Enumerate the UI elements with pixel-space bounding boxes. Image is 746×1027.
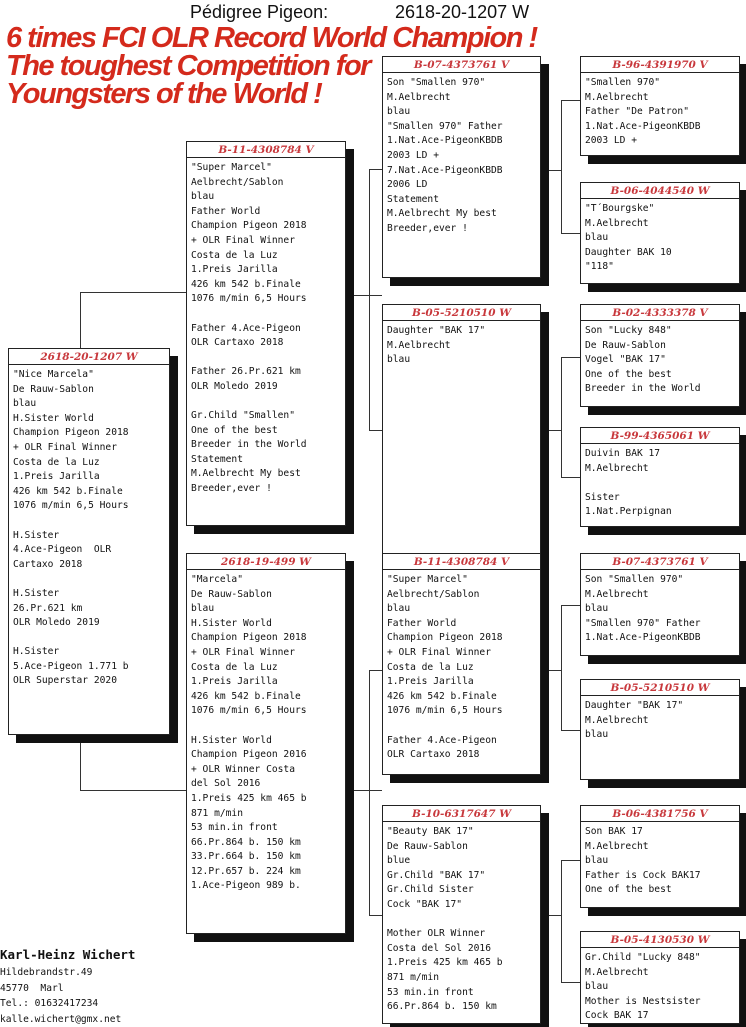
- connector-line: [561, 357, 562, 477]
- ring-number: B-05-4130530 W: [581, 934, 739, 948]
- pigeon-card-ff-father: [580, 56, 740, 156]
- pigeon-card-mm-father: [580, 805, 740, 908]
- ring-number: B-99-4365061 W: [581, 430, 739, 444]
- pigeon-details: Daughter "BAK 17" M.Aelbrecht blau: [585, 699, 735, 743]
- connector-line: [561, 477, 580, 478]
- promo-line-1: 6 times FCI OLR Record World Champion !: [6, 24, 566, 52]
- owner-name: Karl-Heinz Wichert: [0, 945, 240, 965]
- pigeon-details: Son "Smallen 970" M.Aelbrecht blau "Smallen 970" Father 1.Nat.Ace-PigeonKBDB: [585, 573, 735, 646]
- pigeon-details: Duivin BAK 17 M.Aelbrecht Sister 1.Nat.Perpignan: [585, 447, 735, 520]
- ring-number: B-05-5210510 W: [581, 682, 739, 696]
- pigeon-details: Gr.Child "Lucky 848" M.Aelbrecht blau Mother is Nestsister Cock BAK 17: [585, 951, 735, 1024]
- pigeon-details: "Marcela" De Rauw-Sablon blau H.Sister World Champion Pigeon 2018 + OLR Final Winner Costa de la Luz 1.Preis Jarilla 426 km 542 b.Finale 1076 m/min 6,5 Hours H.Sister World Champion Pigeon 2016 + OLR Winner Costa del Sol 2016 1.Preis 425 km 465 b 871 m/min 53 min.in front 66.Pr.864 b. 150 km 33.Pr.664 b. 150 km 12.Pr.657 b. 224 km 1.Ace-Pigeon 989 b.: [191, 573, 341, 894]
- ring-number: B-10-6317647 W: [383, 808, 540, 822]
- ring-number: B-96-4391970 V: [581, 59, 739, 73]
- ring-number: B-11-4308784 V: [383, 556, 540, 570]
- promo-line-2: The toughest Competition for: [6, 52, 566, 80]
- connector-line: [541, 170, 561, 171]
- connector-line: [561, 982, 580, 983]
- ring-number: B-11-4308784 V: [187, 144, 345, 158]
- ring-number: B-02-4333378 V: [581, 307, 739, 321]
- owner-contact: [0, 945, 240, 1027]
- connector-line: [561, 730, 580, 731]
- pigeon-card-ff-mother: [580, 182, 740, 284]
- owner-city: 45770 Marl: [0, 981, 240, 997]
- pigeon-details: "Smallen 970" M.Aelbrecht Father "De Patron" 1.Nat.Ace-PigeonKBDB 2003 LD +: [585, 76, 735, 149]
- pigeon-details: Son "Lucky 848" De Rauw-Sablon Vogel "BAK 17" One of the best Breeder in the World: [585, 324, 735, 397]
- connector-line: [80, 292, 186, 293]
- pigeon-card-mf-mother: [580, 679, 740, 780]
- ring-number: B-07-4373761 V: [581, 556, 739, 570]
- owner-phone: Tel.: 01632417234: [0, 996, 240, 1012]
- pigeon-details: Daughter "BAK 17" M.Aelbrecht blau: [387, 324, 536, 368]
- connector-line: [369, 915, 382, 916]
- pigeon-details: "Super Marcel" Aelbrecht/Sablon blau Father World Champion Pigeon 2018 + OLR Final Winner Costa de la Luz 1.Preis Jarilla 426 km 542 b.Finale 1076 m/min 6,5 Hours Father 4.Ace-Pigeon OLR Cartaxo 2018: [387, 573, 536, 763]
- pigeon-details: Son "Smallen 970" M.Aelbrecht blau "Smallen 970" Father 1.Nat.Ace-PigeonKBDB 2003 LD + 7.Nat.Ace-PigeonKBDB 2006 LD Statement M.Aelbrecht My best Breeder,ever !: [387, 76, 536, 237]
- connector-line: [369, 169, 382, 170]
- pigeon-card-fm-father: [580, 304, 740, 407]
- ring-number: B-06-4044540 W: [581, 185, 739, 199]
- pigeon-card-subject: [8, 348, 170, 735]
- connector-line: [561, 100, 562, 233]
- pigeon-card-maternal-grandfather: [382, 553, 541, 775]
- pedigree-label: Pédigree Pigeon:: [190, 2, 328, 23]
- connector-line: [541, 430, 561, 431]
- connector-line: [561, 100, 580, 101]
- owner-email: kalle.wichert@gmx.net: [0, 1012, 240, 1027]
- connector-line: [80, 292, 81, 348]
- pigeon-card-mf-father: [580, 553, 740, 656]
- connector-line: [561, 357, 580, 358]
- connector-line: [541, 915, 561, 916]
- ring-number: 2618-19-499 W: [187, 556, 345, 570]
- pigeon-card-mother: [186, 553, 346, 934]
- pigeon-details: "Nice Marcela" De Rauw-Sablon blau H.Sister World Champion Pigeon 2018 + OLR Final Winner Costa de la Luz 1.Preis Jarilla 426 km 542 b.Finale 1076 m/min 6,5 Hours H.Sister 4.Ace-Pigeon OLR Cartaxo 2018 H.Sister 26.Pr.621 km OLR Moledo 2019 H.Sister 5.Ace-Pigeon 1.771 b OLR Superstar 2020: [13, 368, 165, 689]
- pigeon-details: "Super Marcel" Aelbrecht/Sablon blau Father World Champion Pigeon 2018 + OLR Final Winner Costa de la Luz 1.Preis Jarilla 426 km 542 b.Finale 1076 m/min 6,5 Hours Father 4.Ace-Pigeon OLR Cartaxo 2018 Father 26.Pr.621 km OLR Moledo 2019 Gr.Child "Smallen" One of the best Breeder in the World Statement M.Aelbrecht My best Breeder,ever !: [191, 161, 341, 497]
- pedigree-header: [0, 2, 746, 24]
- connector-line: [346, 295, 382, 296]
- ring-number: 2618-20-1207 W: [9, 351, 169, 365]
- pedigree-ring-number: 2618-20-1207 W: [395, 2, 529, 23]
- connector-line: [80, 790, 186, 791]
- pigeon-card-father: [186, 141, 346, 526]
- owner-street: Hildebrandstr.49: [0, 965, 240, 981]
- ring-number: B-07-4373761 V: [383, 59, 540, 73]
- pigeon-card-mm-mother: [580, 931, 740, 1024]
- connector-line: [369, 670, 382, 671]
- connector-line: [561, 860, 580, 861]
- connector-line: [561, 605, 580, 606]
- connector-line: [541, 670, 561, 671]
- pigeon-card-fm-mother: [580, 427, 740, 527]
- pigeon-card-paternal-grandfather: [382, 56, 541, 278]
- connector-line: [561, 605, 562, 730]
- ring-number: B-06-4381756 V: [581, 808, 739, 822]
- pigeon-details: Son BAK 17 M.Aelbrecht blau Father is Cock BAK17 One of the best: [585, 825, 735, 898]
- connector-line: [369, 670, 370, 915]
- connector-line: [80, 735, 81, 790]
- connector-line: [369, 430, 382, 431]
- pigeon-details: "T´Bourgske" M.Aelbrecht blau Daughter BAK 10 "118": [585, 202, 735, 275]
- promo-line-3: Youngsters of the World !: [6, 80, 566, 108]
- connector-line: [561, 860, 562, 982]
- ring-number: B-05-5210510 W: [383, 307, 540, 321]
- connector-line: [369, 169, 370, 430]
- pigeon-card-paternal-grandmother: [382, 304, 541, 556]
- pigeon-details: "Beauty BAK 17" De Rauw-Sablon blue Gr.Child "BAK 17" Gr.Child Sister Cock "BAK 17" Mother OLR Winner Costa del Sol 2016 1.Preis 425 km 465 b 871 m/min 53 min.in front 66.Pr.864 b. 150 km: [387, 825, 536, 1015]
- pigeon-card-maternal-grandmother: [382, 805, 541, 1024]
- connector-line: [561, 233, 580, 234]
- connector-line: [346, 790, 382, 791]
